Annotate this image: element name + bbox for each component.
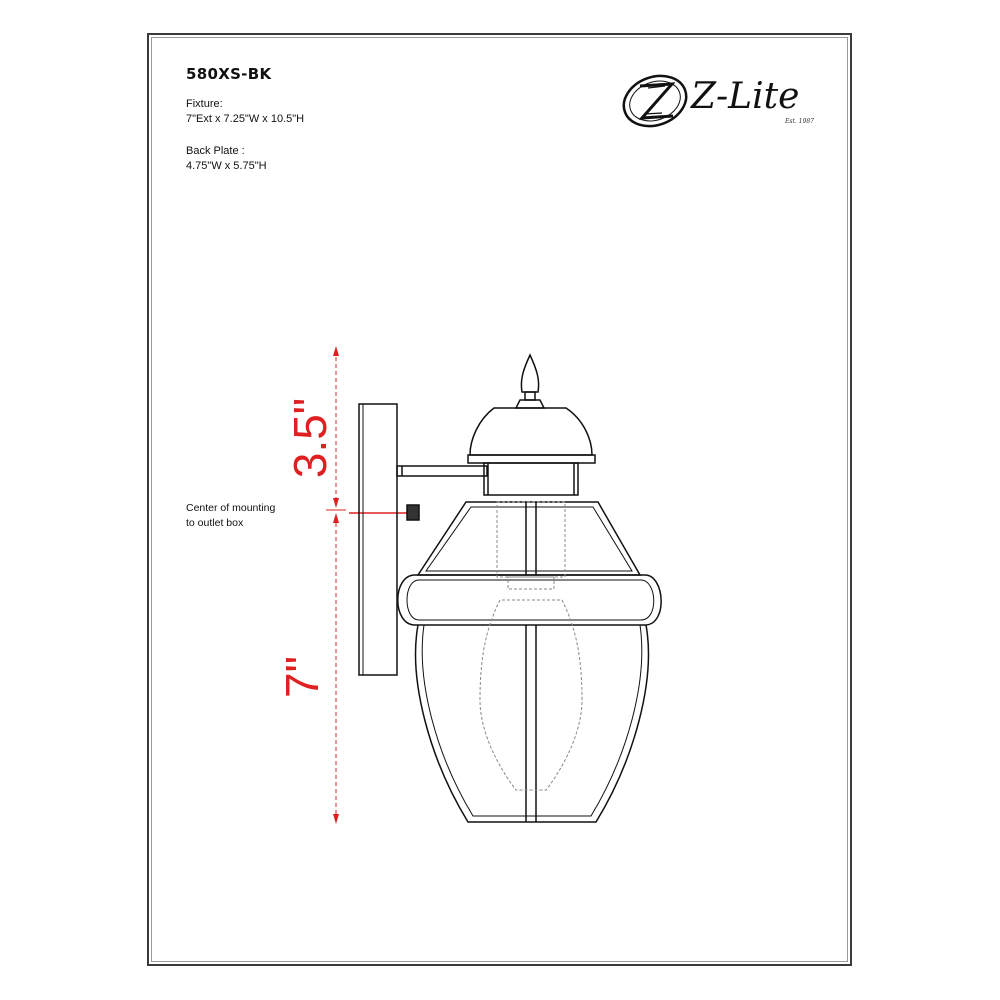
logo-established: Est. 1987 <box>785 118 814 125</box>
upper-cage <box>418 502 640 575</box>
back-plate-dimensions: 4.75"W x 5.75"H <box>186 160 267 172</box>
bulb-hidden-lines <box>480 502 582 790</box>
lower-cage <box>416 625 649 822</box>
fixture-label: Fixture: <box>186 98 223 110</box>
mounting-nut <box>407 505 419 520</box>
cap <box>470 408 592 455</box>
model-number: 580XS-BK <box>186 65 272 83</box>
fixture-dimensions: 7"Ext x 7.25"W x 10.5"H <box>186 113 305 125</box>
mounting-note-line2: to outlet box <box>186 517 244 529</box>
dimension-upper-label: 3.5" <box>284 397 337 479</box>
dimension-lower-label: 7" <box>275 656 328 698</box>
arm <box>397 466 487 476</box>
mounting-note-line1: Center of mounting <box>186 502 276 514</box>
back-plate-label: Back Plate : <box>186 145 245 157</box>
logo-wordmark: Z-Lite <box>691 76 800 117</box>
finial <box>521 355 538 392</box>
collar <box>484 463 578 495</box>
back-plate <box>359 404 397 675</box>
